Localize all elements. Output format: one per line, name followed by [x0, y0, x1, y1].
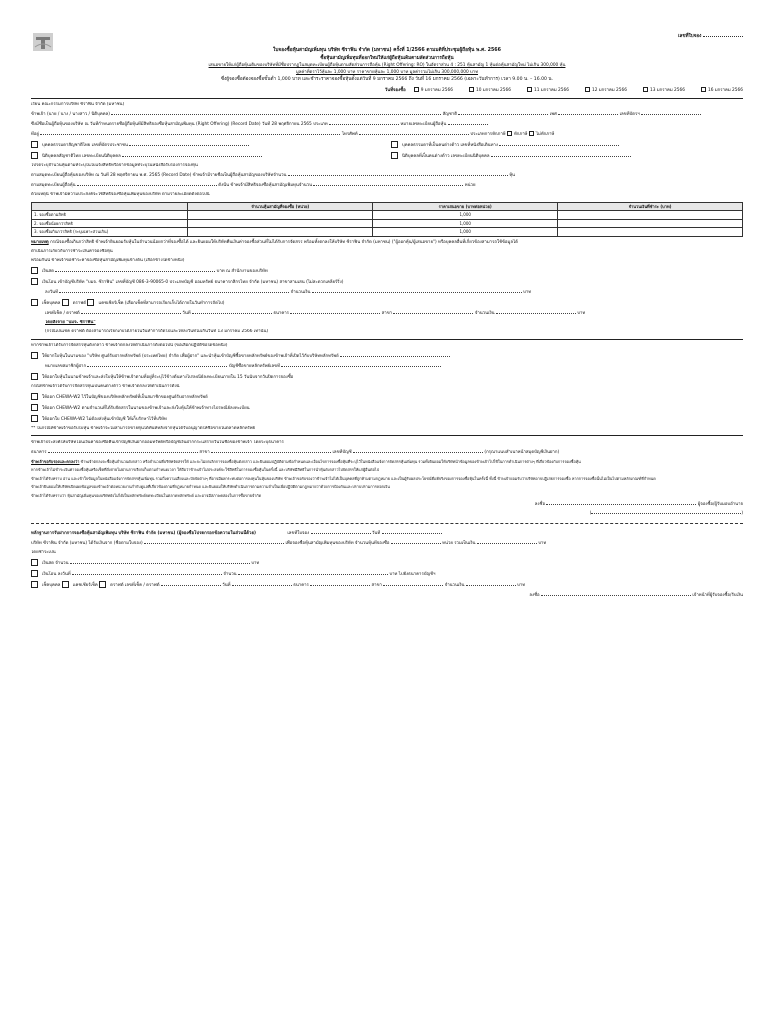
table-header [32, 202, 188, 211]
row-label: 2. จองซื้อน้อยกว่าสิทธิ [32, 219, 188, 228]
payment-cash-option: เงินสด บาท ณ สำนักงานของบริษัท [31, 267, 743, 275]
amount-cell[interactable] [558, 219, 743, 228]
type-option-foreign-juristic[interactable]: นิติบุคคลที่เป็นคนต่างด้าว เลขทะเบียนนิติบุคคล [391, 152, 743, 160]
form-header [31, 48, 743, 83]
receipt-cheque-no-field[interactable] [161, 582, 221, 586]
receipt-total-field[interactable] [477, 540, 537, 544]
address-row: ที่อยู่ โทรศัพท์ ประเภทการหักภาษี หักภาษี ไม่หักภาษี [31, 132, 555, 138]
depository-checkbox[interactable] [31, 352, 38, 359]
cashier-checkbox[interactable] [87, 299, 94, 306]
receipt-signature-field[interactable] [541, 592, 691, 596]
type-number-field[interactable] [499, 142, 619, 146]
holding-shares-field[interactable] [288, 172, 508, 176]
payment-transfer-option: เงินโอน เข้าบัญชีบริษัท "บมจ. ซีราฟิน" เลขที่บัญชี 086-3-90065-0 ประเภทบัญชี ออมทรัพย์ ธนาคารกสิกรไทย จำกัด (มหาชน) สาขาสามเสน (ไม่สะดวกเคลียร์ริ่ง) [31, 278, 743, 286]
shares-cell[interactable] [188, 211, 373, 220]
payment-note: หมายเหตุ กรณีจองซื้อเกินกว่าสิทธิ ข้าพเจ้ายินยอมรับหุ้นในจำนวนน้อยกว่าที่จองซื้อได้ และยินยอมให้บริษัทคืนเงินค่าจองซื้อส่วนที่ไม่ได้รับการจัดสรร พร้อมทั้งตกลงให้บริษัท ซีราฟิน จำกัด (มหาชน) ("ผู้ออกหุ้น/ผู้เสนอขาย") หรือบุคคลอื่นที่เกี่ยวข้องสามารถใช้ข้อมูลได้ [31, 240, 518, 246]
amount-cell[interactable] [558, 228, 743, 237]
form-subtitle: ซื้อหุ้นสามัญเพิ่มทุนที่ออกใหม่ให้แก่ผู้ถือหุ้นเดิมตามสัดส่วนการถือหุ้น [320, 55, 454, 61]
signature-name-row: ( ) [589, 511, 743, 517]
transfer-amount-field[interactable] [312, 289, 522, 293]
receipt-name-field[interactable] [144, 540, 284, 544]
register-field[interactable] [77, 182, 217, 186]
subscriber-name-row: ข้าพเจ้า (นาย / นาง / นางสาว / นิติบุคคล) สัญชาติ เพศ เลขที่บัตรฯ [31, 111, 743, 118]
receipt-cash-field[interactable] [70, 560, 250, 564]
type-checkbox[interactable] [31, 141, 38, 148]
type-option-thai-individual[interactable]: บุคคลธรรมดาสัญชาติไทย เลขที่บัตรประชาชน [31, 141, 383, 149]
date-option[interactable]: 13 มกราคม 2566 [643, 87, 685, 94]
refund-bank-field[interactable] [48, 449, 198, 453]
table-header: จำนวนเงินที่ชำระ (บาท) [558, 202, 743, 211]
foreign-checkbox[interactable] [31, 393, 38, 400]
draft-checkbox[interactable] [62, 299, 69, 306]
price-cell: 1,000 [373, 211, 558, 220]
cheque-date-field[interactable] [192, 310, 272, 314]
receipt-form-no-field[interactable] [311, 530, 371, 534]
receipt-title-row: หลักฐานการรับฝากการจองซื้อหุ้นสามัญเพิ่มทุน บริษัท ซีราฟิน จำกัด (มหาชน) (ผู้จองซื้อโปรดกรอกข้อความในส่วนนี้ด้วย) เลขที่ใบจอง วันที่ [31, 530, 743, 537]
divider [31, 339, 743, 340]
offering-period: ซึ่งผู้จองซื้อต้องจองซื้อขั้นต่ำ 1,000 บาท และชำระราคาจองซื้อหุ้นตั้งแต่วันที่ 9 มกราคม 2566 ถึง วันที่ 16 มกราคม 2566 (เฉพาะวันทำการ) เวลา 9.00 น. – 16.00 น. [221, 77, 553, 83]
shares-cell[interactable] [188, 228, 373, 237]
cheque-checkbox[interactable] [31, 299, 38, 306]
reg-no-field[interactable] [448, 121, 488, 125]
offering-price: มูลค่าที่ตราไว้หุ้นละ 1,000 บาท ราคาขายหุ้นละ 1,000 บาท มูลค่ารวมไม่เกิน 300,000,000 บาท [295, 70, 479, 76]
receipt-line1: บริษัท ซีราฟิน จำกัด (มหาชน) ได้รับเงินจาก (ชื่อตามใบจอง) เพื่อจองซื้อหุ้นสามัญเพิ่มทุนของบริษัท จำนวนหุ้นที่จองซื้อ หน่วย รวมเป็นเงิน บาท [31, 541, 547, 547]
table-header: จำนวนหุ้นสามัญที่จองซื้อ (หน่วย) [188, 202, 373, 211]
payable-note: (กรณีเป็นเช็ค ดราฟต์ ต้องสามารถเรียกเก็บได้ภายในวันทำการถัดไปและให้ลงวันที่ไม่เกินวันที่ 13 มกราคม 2566 เท่านั้น) [45, 328, 269, 334]
subscriber-signature: ลงชื่อ ผู้จองซื้อ/ผู้รับมอบอำนาจ [534, 501, 743, 507]
address-field[interactable] [40, 131, 340, 135]
amount-cell[interactable] [558, 211, 743, 220]
receipt-transfer-row: เงินโอน ลงวันที่ จำนวน บาท ไปยังธนาคารบัญชีฯ [31, 570, 743, 578]
subscription-form [31, 30, 743, 598]
form-title: ใบจองซื้อหุ้นสามัญเพิ่มทุน บริษัท ซีราฟิน จำกัด (มหาชน) ครั้งที่ 1/2566 ตามมติที่ประชุมผู้ถือหุ้น พ.ศ. 2566 [273, 48, 501, 53]
row-label: 1. จองซื้อตามสิทธิ [32, 211, 188, 220]
participant-no-field[interactable] [87, 363, 227, 367]
receipt-transfer-date-field[interactable] [72, 571, 222, 575]
date-option[interactable]: 11 มกราคม 2566 [527, 87, 569, 94]
date-option[interactable]: 9 มกราคม 2566 [414, 87, 453, 94]
date-checkbox[interactable] [643, 87, 648, 92]
broker-field[interactable] [340, 353, 450, 357]
receipt-cash-checkbox[interactable] [31, 559, 38, 566]
foreign-checkbox[interactable] [31, 415, 38, 422]
payment-note-line2: ดำเนินการเกี่ยวกับการชำระเงินค่าจองซื้อหุ้น [31, 249, 113, 255]
refund-line: ข้าพเจ้าประสงค์ให้บริษัทโอนเงินค่าจองซื้อคืนเข้าบัญชีเงินฝากออมทรัพย์หรือบัญชีเงินฝากกระแสรายวันในชื่อของข้าพเจ้า โดยระบุธนาคาร [31, 439, 284, 445]
receipt-shares-field[interactable] [391, 540, 441, 544]
company-logo [31, 30, 55, 54]
receipt-transfer-checkbox[interactable] [31, 570, 38, 577]
table-header: ราคาเสนอขาย (บาทต่อหน่วย) [373, 202, 558, 211]
cheque-detail-row: เลขที่เช็ค / ดราฟต์ วันที่ ธนาคาร สาขา จำนวนเงิน บาท [45, 310, 586, 316]
nationality-field[interactable] [458, 111, 548, 115]
subscription-date-row [31, 87, 743, 94]
delivery-note: ** ในกรณีที่ข้าพเจ้าขอรับใบหุ้น ข้าพเจ้าจะไม่สามารถขายหุ้นได้ทันทีหลังจากหุ้นได้รับอนุญาตให้ซื้อขายในตลาดหลักทรัพย์ [31, 425, 256, 431]
refund-account-row: ธนาคาร สาขา เลขที่บัญชี (กรุณาแนบสำเนาหน้าสมุดบัญชีเงินฝาก) [31, 449, 560, 455]
receipt-section [31, 523, 743, 598]
receipt-cheque-amount-field[interactable] [466, 582, 516, 586]
receipt-cheque-row: เช็คบุคคล แคชเชียร์เช็ค ดราฟต์ เลขที่เช็ค / ดราฟต์ วันที่ ธนาคาร สาขา จำนวนเงิน บาท [31, 581, 743, 589]
receipt-signature: ลงชื่อ เจ้าหน้าที่ผู้รับจองซื้อ/รับเงิน [529, 592, 743, 598]
price-cell: 1,000 [373, 219, 558, 228]
receipt-cheque-date-field[interactable] [232, 582, 292, 586]
receipt-cheque-bank-field[interactable] [310, 582, 370, 586]
refund-branch-field[interactable] [211, 449, 331, 453]
date-checkbox[interactable] [414, 87, 419, 92]
no-tax-checkbox[interactable] [529, 131, 534, 136]
form-number-field[interactable] [703, 36, 743, 37]
foreign-option-1: ให้ออก CHEWA-W2 ไว้ในบัญชีของบริษัทหลักทรัพย์ที่เป็นสมาชิกของศูนย์รับฝากหลักทรัพย์ [31, 393, 743, 401]
foreign-option-3: ให้ออกใบ CHEWA-W2 ไม่ต้องส่งหุ้นเข้าบัญชี ให้เก็บรักษาไว้ที่บริษัท [31, 415, 743, 423]
type-checkbox[interactable] [391, 152, 398, 159]
type-checkbox[interactable] [391, 141, 398, 148]
trading-account-field[interactable] [281, 363, 441, 367]
subscription-date-label: วันที่จองซื้อ [384, 87, 406, 93]
type-number-field[interactable] [491, 153, 631, 157]
receipt-cheque-branch-field[interactable] [383, 582, 443, 586]
date-checkbox[interactable] [585, 87, 590, 92]
shares-cell[interactable] [188, 219, 373, 228]
allocation-table [31, 202, 743, 237]
date-option[interactable]: 16 มกราคม 2566 [701, 87, 743, 94]
type-checkbox[interactable] [31, 152, 38, 159]
intent-row: ด้วยเหตุนี้ ข้าพเจ้ามีความประสงค์จะใช้สิทธิจองซื้อหุ้นเพิ่มทุนของบริษัท ตามรายละเอียดดังต่อไปนี้ [31, 192, 210, 198]
cheque-branch-field[interactable] [393, 310, 473, 314]
signature-name-field[interactable] [591, 510, 741, 514]
record-date-row: ซึ่งมีชื่อเป็นผู้ถือหุ้นของบริษัท ณ วันที่กำหนดรายชื่อผู้ถือหุ้นที่มีสิทธิจองซื้อหุ้นสามัญเพิ่มทุน (Right Offering) (Record Date) วันที่ 28 พฤศจิกายน 2565 ประเภท หมายเลขทะเบียนผู้ถือหุ้น [31, 121, 743, 128]
receipt-draft-checkbox[interactable] [62, 581, 69, 588]
price-cell: 1,000 [373, 228, 558, 237]
refund-account-field[interactable] [353, 449, 483, 453]
transfer-checkbox[interactable] [31, 278, 38, 285]
transfer-detail-row: ลงวันที่ จำนวนเงิน บาท [45, 290, 532, 296]
tel-field[interactable] [359, 131, 469, 135]
rights-row: ตามสมุดทะเบียนผู้ถือหุ้น ดังนั้น ข้าพเจ้ามีสิทธิจองซื้อหุ้นสามัญเพิ่มทุนจำนวน หน่วย [31, 183, 476, 189]
cash-checkbox[interactable] [31, 267, 38, 274]
table-row [32, 219, 743, 228]
subscriber-name-field[interactable] [111, 111, 441, 115]
cheque-bank-field[interactable] [290, 310, 380, 314]
type-option-thai-juristic[interactable]: นิติบุคคลสัญชาติไทย เลขทะเบียนนิติบุคคล [31, 152, 383, 160]
addressee-line: เรียน คณะกรรมการบริษัท ซีราฟิน จำกัด (มหาชน) [31, 102, 125, 108]
terms-paragraph: ข้าพเจ้ายินยอมให้บริษัทเปิดเผยข้อมูลของข้าพเจ้าต่อหน่วยงานกำกับดูแลที่เกี่ยวข้องตามที่กฎหมายกำหนด และยินยอมให้บริษัทดำเนินการตามความจำเป็นเพื่อปฏิบัติตามกฎหมายว่าด้วยการป้องกันและปราบปรามการฟอกเงิน [31, 484, 390, 490]
delivery-option-certificate: ให้ออกใบหุ้นในนามข้าพเจ้าและส่งใบหุ้นให้ข้าพเจ้าตามที่อยู่ที่ระบุไว้ข้างต้นทางไปรษณีย์ลงทะเบียนภายใน 15 วันนับจากวันปิดการจองซื้อ [31, 373, 743, 381]
terms-block: ข้าพเจ้าขอรับรองและตกลงว่า ข้าพเจ้าตกลงจะซื้อหุ้นจำนวนดังกล่าว หรือจำนวนที่บริษัทจัดสรรให้ และจะไม่ยกเลิกการจองซื้อหุ้นดังกล่าว และยินยอมปฏิบัติตามข้อกำหนดและเงื่อนไขการจองซื้อหุ้นที่ระบุไว้ในหนังสือแจ้งการจัดสรรหุ้นเพิ่มทุน รวมทั้งยินยอมให้บริษัทนำข้อมูลของข้าพเจ้าไปใช้ในการดำเนินการต่างๆ ที่เกี่ยวข้องกับการจองซื้อหุ้น [31, 458, 581, 464]
subscriber-type-options [31, 141, 743, 160]
holding-note: โปรดระบุจำนวนหุ้นตามที่ระบุในใบแจ้งสิทธิหรือจากข้อมูลที่ระบุในหนังสือรับรองการจองหุ้น [31, 163, 198, 169]
offering-detail: เสนอขายให้แก่ผู้ถือหุ้นเดิมของบริษัทที่มีชื่อปรากฏในสมุดทะเบียนผู้ถือหุ้นตามสัดส่วนการถือหุ้น (Right Offering: RO) ในอัตราส่วน 4 : 251 หุ้นสามัญ 1 หุ้นต่อหุ้นสามัญใหม่ ไม่เกิน 300,000 หุ้น [208, 63, 566, 69]
form-number [678, 34, 743, 40]
foreign-title: กรณีที่ข้าพเจ้าได้รับการจัดสรรหุ้นเป็นคนต่างด้าว ข้าพเจ้าตกลงให้ดำเนินการดังนี้ [31, 383, 180, 389]
cheque-amount-field[interactable] [496, 310, 576, 314]
delivery-title: หากข้าพเจ้าได้รับการจัดสรรหุ้นดังกล่าว ข้าพเจ้าตกลงให้ดำเนินการดังต่อไปนี้ (ขอเลือกปฏิบัติข้อใดข้อหนึ่ง) [31, 342, 228, 348]
delivery-option-depository: ให้ฝากใบหุ้นในนามของ "บริษัท ศูนย์รับฝากหลักทรัพย์ (ประเทศไทย) จำกัด เพื่อผู้ฝาก" และนำหุ้นเข้าบัญชีซื้อขายหลักทรัพย์ของข้าพเจ้าที่เปิดไว้กับบริษัทหลักทรัพย์ [31, 352, 743, 360]
terms-paragraph: ข้าพเจ้าได้รับทราบ อ่าน และเข้าใจข้อมูลในหนังสือแจ้งการจัดสรรหุ้นเพิ่มทุน รวมถึงความเสี่ยงและปัจจัยต่างๆ ที่อาจมีผลกระทบต่อการลงทุนในหุ้นของบริษัท ข้าพเจ้าขอรับรองว่าข้าพเจ้าไม่ได้เป็นบุคคลที่ถูกห้ามตามกฎหมาย และเป็นผู้รับผลประโยชน์ที่แท้จริงของการจองซื้อหุ้นในครั้งนี้ ทั้งนี้ ข้าพเจ้ายอมรับว่าบริษัทอาจปฏิเสธการจองซื้อ หากการจองซื้อนั้นไม่เป็นไปตามหลักเกณฑ์ที่กำหนด [31, 475, 656, 481]
date-checkbox[interactable] [527, 87, 532, 92]
receipt-cash-row: เงินสด จำนวน บาท [31, 559, 743, 567]
table-row [32, 228, 743, 237]
payable-to: โดยสั่งจ่าย "บมจ. ซีราฟิน" [45, 319, 96, 325]
rights-units-field[interactable] [313, 182, 463, 186]
receipt-date-field[interactable] [382, 530, 442, 534]
foreign-option-2: ให้ออก CHEWA-W2 ตามจำนวนที่ได้รับจัดสรรในนามของข้าพเจ้าและส่งใบหุ้นให้ข้าพเจ้าทางไปรษณีย์ลงทะเบียน [31, 404, 743, 412]
certificate-checkbox[interactable] [31, 373, 38, 380]
type-number-field[interactable] [122, 153, 262, 157]
terms-paragraph: หากข้าพเจ้าไม่ชำระเงินค่าจองซื้อหุ้นหรือเช็คที่สั่งจ่ายไม่ผ่านการเรียกเก็บตามกำหนดเวลา ให้ถือว่าข้าพเจ้าไม่ประสงค์จะใช้สิทธิในการจองซื้อหุ้นในครั้งนี้ และบริษัทมีสิทธิในการนำหุ้นดังกล่าวไปจัดสรรให้แก่ผู้อื่นต่อไป [31, 467, 380, 473]
form-number-label: เลขที่ใบจอง [677, 34, 702, 39]
divider [31, 98, 743, 99]
holding-row: ตามสมุดทะเบียนผู้ถือหุ้นของบริษัท ณ วันที่ 28 พฤศจิกายน พ.ศ. 2565 (Record Date) ข้าพเจ้ามีรายชื่อเป็นผู้ถือหุ้นสามัญของบริษัทจำนวน หุ้น [31, 173, 515, 179]
date-option[interactable]: 10 มกราคม 2566 [469, 87, 511, 94]
payment-method-title: พร้อมกันนี้ ข้าพเจ้าขอชำระค่าจองซื้อหุ้นสามัญเพิ่มทุนข้างต้น (เลือกข้างใดข้างหนึ่ง) [31, 258, 185, 264]
table-row [32, 211, 743, 220]
type-option-foreign-individual[interactable]: บุคคลธรรมดาที่เป็นคนต่างด้าว เลขที่หนังสือเดินทาง [391, 141, 743, 149]
receipt-cheque-checkbox[interactable] [31, 581, 38, 588]
foreign-checkbox[interactable] [31, 404, 38, 411]
receipt-cashier-checkbox[interactable] [99, 581, 106, 588]
table-header-row [32, 202, 743, 211]
date-checkbox[interactable] [469, 87, 474, 92]
signature-field[interactable] [546, 501, 696, 505]
type-number-field[interactable] [129, 142, 249, 146]
record-type-field[interactable] [329, 121, 399, 125]
id-field[interactable] [641, 111, 701, 115]
receipt-by: โดยชำระเป็น [31, 550, 56, 556]
date-option[interactable]: 12 มกราคม 2566 [585, 87, 627, 94]
cash-amount-field[interactable] [55, 268, 215, 272]
sex-field[interactable] [558, 111, 618, 115]
divider [31, 435, 743, 436]
transfer-date-field[interactable] [59, 289, 289, 293]
date-checkbox[interactable] [701, 87, 706, 92]
receipt-transfer-amount-field[interactable] [238, 571, 388, 575]
terms-paragraph: ข้าพเจ้าได้รับทราบว่า หุ้นสามัญเพิ่มทุนของบริษัทยังไม่ได้เป็นหลักทรัพย์จดทะเบียนในตลาดหลักทรัพย์ และอาจมีสภาพคล่องในการซื้อขายจำกัด [31, 492, 262, 498]
depository-detail-row: หมายเลขสมาชิกผู้ฝาก บัญชีซื้อขายหลักทรัพย์เลขที่ [31, 363, 743, 370]
payment-cheque-option: เช็คบุคคล ดราฟต์ แคชเชียร์เช็ค (เลือกเช็คที่สามารถเรียกเก็บได้ภายในวันทำการถัดไป) [31, 299, 743, 307]
row-label: 3. จองซื้อเกินกว่าสิทธิ (ระบุเฉพาะส่วนเกิน) [32, 228, 188, 237]
tax-checkbox[interactable] [507, 131, 512, 136]
cheque-no-field[interactable] [81, 310, 181, 314]
